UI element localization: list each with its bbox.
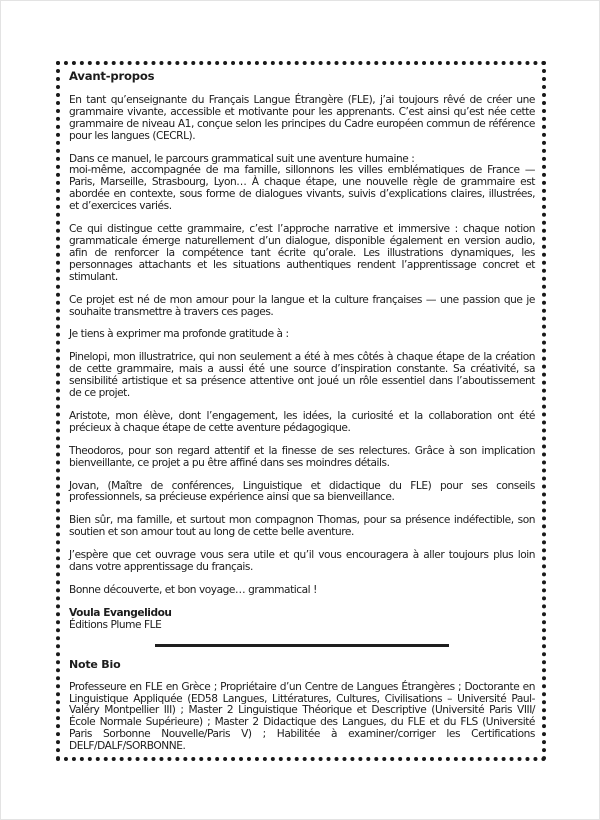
note-bio-title: Note Bio — [69, 657, 121, 671]
signature-block — [69, 608, 535, 632]
paragraph-farewell: Bonne découverte, et bon voyage… grammatical ! — [69, 584, 317, 596]
paragraph-manual-journey — [69, 154, 535, 214]
manual-line-1: Dans ce manuel, le parcours grammatical suit une aventure humaine : — [69, 152, 415, 165]
section-divider — [155, 644, 449, 647]
paragraph-approach: Ce qui distingue cette grammaire, c’est l’approche narrative et immersive : chaque notion grammaticale émerge naturellement d’un dialogue, disponible également en version audio, afin de renforcer la compétence tant écrite qu’orale. Les illustrations dynamiques, les personnages attachants et les situations authentiques rendent l’apprentissage concret et stimulant. — [69, 223, 535, 283]
paragraph-gratitude-intro: Je tiens à exprimer ma profonde gratitude à : — [69, 328, 289, 341]
paragraph-closing-wish: J’espère que cet ouvrage vous sera utile et qu’il vous encouragera à aller toujours plus loin dans votre apprentissage du français. — [69, 549, 535, 574]
author-name: Voula Evangelidou — [69, 606, 172, 619]
paragraph-thanks-theodoros: Theodoros, pour son regard attentif et la finesse de ses relectures. Grâce à son implication bienveillante, ce projet a pu être affiné dans ses moindres détails. — [69, 444, 535, 469]
paragraph-thanks-family: Bien sûr, ma famille, et surtout mon compagnon Thomas, pour sa présence indéfectible, son soutien et son amour tout au long de cette belle aventure. — [69, 514, 535, 539]
manual-line-2: moi-même, accompagnée de ma famille, sillonnons les villes emblématiques de France — Paris, Marseille, Strasbourg, Lyon… À chaque étape, une nouvelle règle de grammaire est abordée en contexte, sous forme de dialogues vivants, suivis d’explications claires, illustrées, et d’exercices variés. — [69, 164, 535, 213]
paragraph-passion: Ce projet est né de mon amour pour la langue et la culture françaises — une passion que je souhaite transmettre à travers ces pages. — [69, 293, 535, 318]
paragraph-thanks-pinelopi: Pinelopi, mon illustratrice, qui non seulement a été à mes côtés à chaque étape de la création de cette grammaire, mais a aussi été une source d’inspiration constante. Sa créativité, sa sensibilité artistique et sa présence attentive ont joué un rôle essentiel dans l’aboutissement de ce projet. — [69, 351, 535, 400]
note-bio-text: Professeure en FLE en Grèce ; Propriétaire d’un Centre de Langues Étrangères ; Doctorante en Linguistique Appliquée (ED58 Langues, Littératures, Cultures, Civilisations – Université Paul-Valéry Montpellier III) ; Master 2 Linguistique Théorique et Descriptive (Université Paris VIII/École Normale Supérieure) ; Master 2 Didactique des Langues, du FLE et du FLS (Université Paris Sorbonne Nouvelle/Paris V) ; Habilitée à examiner/corriger les Certifications DELF/DALF/SORBONNE. — [69, 680, 535, 753]
paragraph-thanks-jovan: Jovan, (Maître de conférences, Linguistique et didactique du FLE) pour ses conseils professionnels, sa précieuse expérience ainsi que sa bienveillance. — [69, 479, 535, 504]
foreword-title: Avant-propos — [69, 69, 155, 83]
publisher-name: Éditions Plume FLE — [69, 618, 162, 631]
paragraph-intro: En tant qu’enseignante du Français Langue Étrangère (FLE), j’ai toujours rêvé de créer une grammaire vivante, accessible et motivante pour les apprenants. C’est ainsi qu’est née cette grammaire de niveau A1, conçue selon les principes du Cadre européen commun de référence pour les langues (CECRL). — [69, 93, 535, 142]
paragraph-thanks-aristote: Aristote, mon élève, dont l’engagement, les idées, la curiosité et la collaboration ont été précieux à chaque étape de cette aventure pédagogique. — [69, 409, 535, 434]
foreword-content — [69, 71, 535, 753]
